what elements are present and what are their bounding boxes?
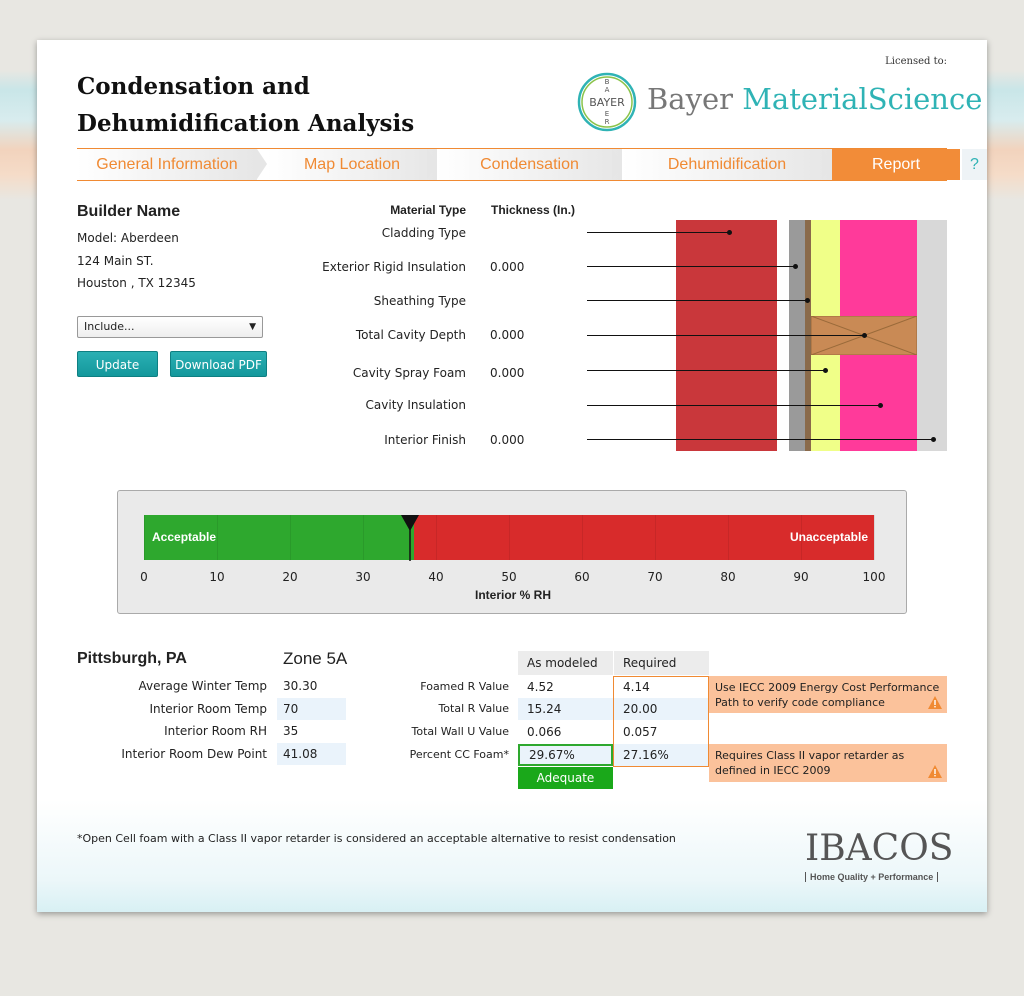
required-value: 20.00 (614, 698, 709, 720)
licensed-to: Licensed to: (885, 56, 947, 67)
note-vapor-retarder (709, 744, 947, 782)
climate-label: Interior Room Dew Point (121, 747, 267, 761)
gauge-tick-label: 60 (574, 570, 590, 584)
svg-text:B: B (604, 78, 610, 86)
leader-line (587, 300, 808, 301)
chevron-right-icon (822, 149, 832, 179)
svg-text:R: R (604, 118, 610, 126)
include-select[interactable] (77, 316, 263, 338)
material-label: Interior Finish (384, 433, 466, 447)
chevron-right-icon (612, 149, 622, 179)
chevron-right-icon (257, 149, 267, 179)
compare-label: Percent CC Foam* (409, 748, 509, 761)
chevron-right-icon (427, 149, 437, 179)
tab-general-information[interactable]: General Information (77, 149, 257, 180)
modeled-value: 4.52 (527, 680, 554, 694)
material-label: Total Cavity Depth (355, 328, 466, 342)
material-label: Cavity Spray Foam (352, 366, 466, 380)
page-title (77, 68, 497, 142)
climate-zone: Zone 5A (283, 649, 348, 668)
warning-icon (928, 696, 942, 709)
gauge-gridline (144, 515, 145, 560)
title-line-1: Condensation and (77, 73, 310, 100)
climate-label: Interior Room Temp (149, 702, 267, 716)
material-label: Cavity Insulation (365, 398, 466, 412)
leader-line (587, 439, 934, 440)
note-code-compliance (709, 676, 947, 713)
gauge-tick-label: 70 (647, 570, 663, 584)
leader-line (587, 335, 865, 336)
gauge-gridline (655, 515, 656, 560)
climate-label: Average Winter Temp (138, 679, 267, 693)
download-pdf-button[interactable]: Download PDF (170, 351, 267, 377)
climate-value: 30.30 (283, 679, 318, 693)
gauge-tick-label: 80 (720, 570, 736, 584)
climate-value: 70 (277, 698, 346, 720)
modeled-value: 0.066 (527, 725, 562, 739)
note-vapor-retarder-text: Requires Class II vapor retarder as defined in IECC 2009 (715, 749, 905, 777)
leader-dot (823, 368, 828, 373)
gauge-tick-label: 20 (282, 570, 298, 584)
leader-dot (727, 230, 732, 235)
bayer-brand (647, 82, 982, 116)
material-thickness: 0.000 (490, 260, 525, 274)
material-thickness: 0.000 (490, 433, 525, 447)
report-panel (37, 40, 987, 912)
required-column-border (613, 676, 709, 767)
compare-label: Foamed R Value (420, 680, 509, 693)
compare-label: Total Wall U Value (411, 725, 509, 738)
ibacos-tagline: Home Quality + Performance (805, 872, 938, 882)
dropdown-arrow-icon: ▼ (249, 322, 256, 332)
tab-map-location[interactable]: Map Location (267, 149, 437, 180)
city-name: Pittsburgh, PA (77, 650, 187, 667)
gauge-gridline (363, 515, 364, 560)
gauge-tick-label: 40 (428, 570, 444, 584)
climate-value: 41.08 (277, 743, 346, 765)
svg-text:E: E (604, 110, 610, 118)
leader-line (587, 370, 826, 371)
gauge-tick-label: 0 (140, 570, 148, 584)
climate-label: Interior Room RH (164, 724, 267, 738)
gauge-gridline (801, 515, 802, 560)
required-value: 4.14 (623, 680, 650, 694)
thickness-header: Thickness (In.) (491, 203, 576, 217)
acceptable-label: Acceptable (152, 530, 217, 544)
adequate-badge: Adequate (518, 767, 613, 789)
compare-label: Total R Value (438, 702, 509, 715)
builder-city: Houston , TX 12345 (77, 276, 196, 290)
help-button[interactable]: ? (962, 149, 987, 180)
leader-line (587, 232, 730, 233)
material-type-header: Material Type (390, 203, 466, 217)
leader-line (587, 266, 796, 267)
leader-line (587, 405, 881, 406)
gauge-gridline (436, 515, 437, 560)
leader-dot (878, 403, 883, 408)
required-value: 0.057 (623, 725, 658, 739)
interior-finish-layer (917, 220, 947, 451)
required-value: 27.16% (614, 744, 709, 766)
bayer-logo-text: BAYER (589, 96, 625, 109)
include-select-value: Include... (84, 320, 135, 333)
material-label: Sheathing Type (373, 294, 466, 308)
climate-value: 35 (283, 724, 299, 738)
nav-tabs (77, 148, 979, 181)
gauge-gridline (217, 515, 218, 560)
unacceptable-label: Unacceptable (789, 530, 868, 544)
leader-dot (931, 437, 936, 442)
gauge-tick-label: 100 (862, 570, 886, 584)
axis-title: Interior % RH (474, 588, 551, 602)
gauge-tick-label: 30 (355, 570, 371, 584)
as-modeled-header: As modeled (518, 651, 613, 675)
builder-name: Builder Name (77, 203, 181, 220)
material-thickness: 0.000 (490, 366, 525, 380)
builder-model: Model: Aberdeen (77, 231, 179, 245)
gauge-gridline (874, 515, 875, 560)
gauge-gridline (509, 515, 510, 560)
brand-suffix: MaterialScience (742, 82, 983, 116)
svg-text:A: A (604, 86, 610, 94)
update-button[interactable]: Update (77, 351, 158, 377)
material-thickness: 0.000 (490, 328, 525, 342)
leader-dot (805, 298, 810, 303)
builder-street: 124 Main ST. (77, 254, 154, 268)
gauge-tick-label: 50 (501, 570, 517, 584)
modeled-value: 15.24 (518, 698, 613, 720)
note-code-compliance-text: Use IECC 2009 Energy Cost Performance Path to verify code compliance (715, 681, 940, 709)
bayer-cross-logo (577, 72, 637, 132)
modeled-value: 29.67% (518, 744, 613, 766)
gauge-tick-label: 90 (793, 570, 809, 584)
warning-icon (928, 765, 942, 778)
ibacos-logo: IBACOS (805, 828, 954, 869)
rh-marker-icon (401, 515, 419, 561)
gauge-gridline (290, 515, 291, 560)
footnote: *Open Cell foam with a Class II vapor retarder is considered an acceptable alternative to resist condensation (77, 832, 676, 845)
tab-report[interactable]: Report (832, 149, 960, 180)
material-label: Cladding Type (381, 226, 466, 240)
gauge-gridline (582, 515, 583, 560)
brand-prefix: Bayer (647, 82, 743, 116)
leader-dot (862, 333, 867, 338)
gauge-tick-label: 10 (209, 570, 225, 584)
material-label: Exterior Rigid Insulation (322, 260, 466, 274)
required-header: Required (614, 651, 709, 675)
tab-dehumidification[interactable]: Dehumidification (622, 149, 832, 180)
title-line-2: Dehumidification Analysis (77, 110, 415, 137)
gauge-gridline (728, 515, 729, 560)
rh-gauge (117, 490, 907, 614)
leader-dot (793, 264, 798, 269)
tab-condensation[interactable]: Condensation (437, 149, 622, 180)
